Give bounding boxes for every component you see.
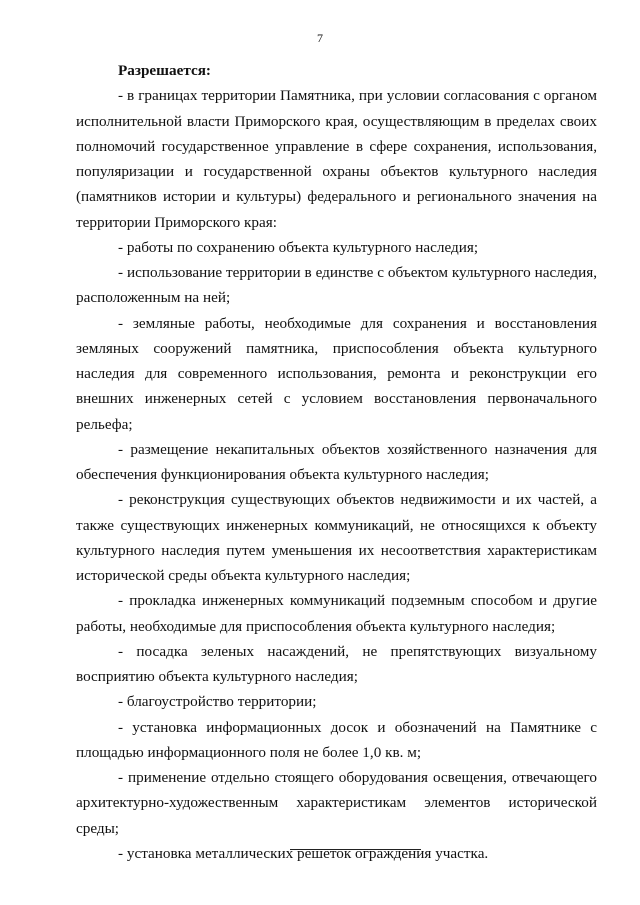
closing-divider — [290, 849, 421, 850]
paragraph-temporary-facilities: - размещение некапитальных объектов хозяйственного назначения для обеспечения функционирования объекта культурного наследия; — [76, 440, 597, 483]
paragraph-info-boards: - установка информационных досок и обозначений на Памятнике с площадью информационного поля не более 1,0 кв. м; — [76, 718, 597, 761]
paragraph-preservation-works: - работы по сохранению объекта культурного наследия; — [118, 238, 479, 256]
paragraph-territory-conditions: - в границах территории Памятника, при условии согласования с органом исполнительной власти Приморского края, осуществляющим в пределах своих полномочий государственное управление в сфере сохранения, использования, популяризации и государственной охраны объектов культурного наследия (памятников истории и культуры) федерального и регионального значения на территории Приморского края: — [76, 87, 597, 231]
document-body — [76, 58, 597, 866]
paragraph-fencing: - установка металлических решеток ограждения участка. — [118, 844, 489, 862]
paragraph-landscaping: - благоустройство территории; — [118, 693, 317, 711]
paragraph-reconstruction: - реконструкция существующих объектов недвижимости и их частей, а также существующих инженерных коммуникаций, не относящихся к объекту культурного наследия путем уменьшения их несоответствия характеристикам исторической среды объекта культурного наследия; — [76, 491, 597, 584]
page-number: 7 — [317, 31, 323, 45]
paragraph-earthworks: - земляные работы, необходимые для сохранения и восстановления земляных сооружений памятника, приспособления объекта культурного наследия для современного использования, ремонта и реконструкции его внешних инженерных сетей с условием восстановления первоначального рельефа; — [76, 314, 597, 433]
section-heading: Разрешается: — [118, 62, 211, 79]
paragraph-lighting: - применение отдельно стоящего оборудования освещения, отвечающего архитектурно-художественным характеристикам элементов исторической среды; — [76, 769, 597, 837]
paragraph-planting: - посадка зеленых насаждений, не препятствующих визуальному восприятию объекта культурного наследия; — [76, 642, 597, 685]
paragraph-territory-use: - использование территории в единстве с объектом культурного наследия, расположенным на ней; — [76, 264, 597, 307]
paragraph-utility-lines: - прокладка инженерных коммуникаций подземным способом и другие работы, необходимые для приспособления объекта культурного наследия; — [76, 592, 597, 635]
